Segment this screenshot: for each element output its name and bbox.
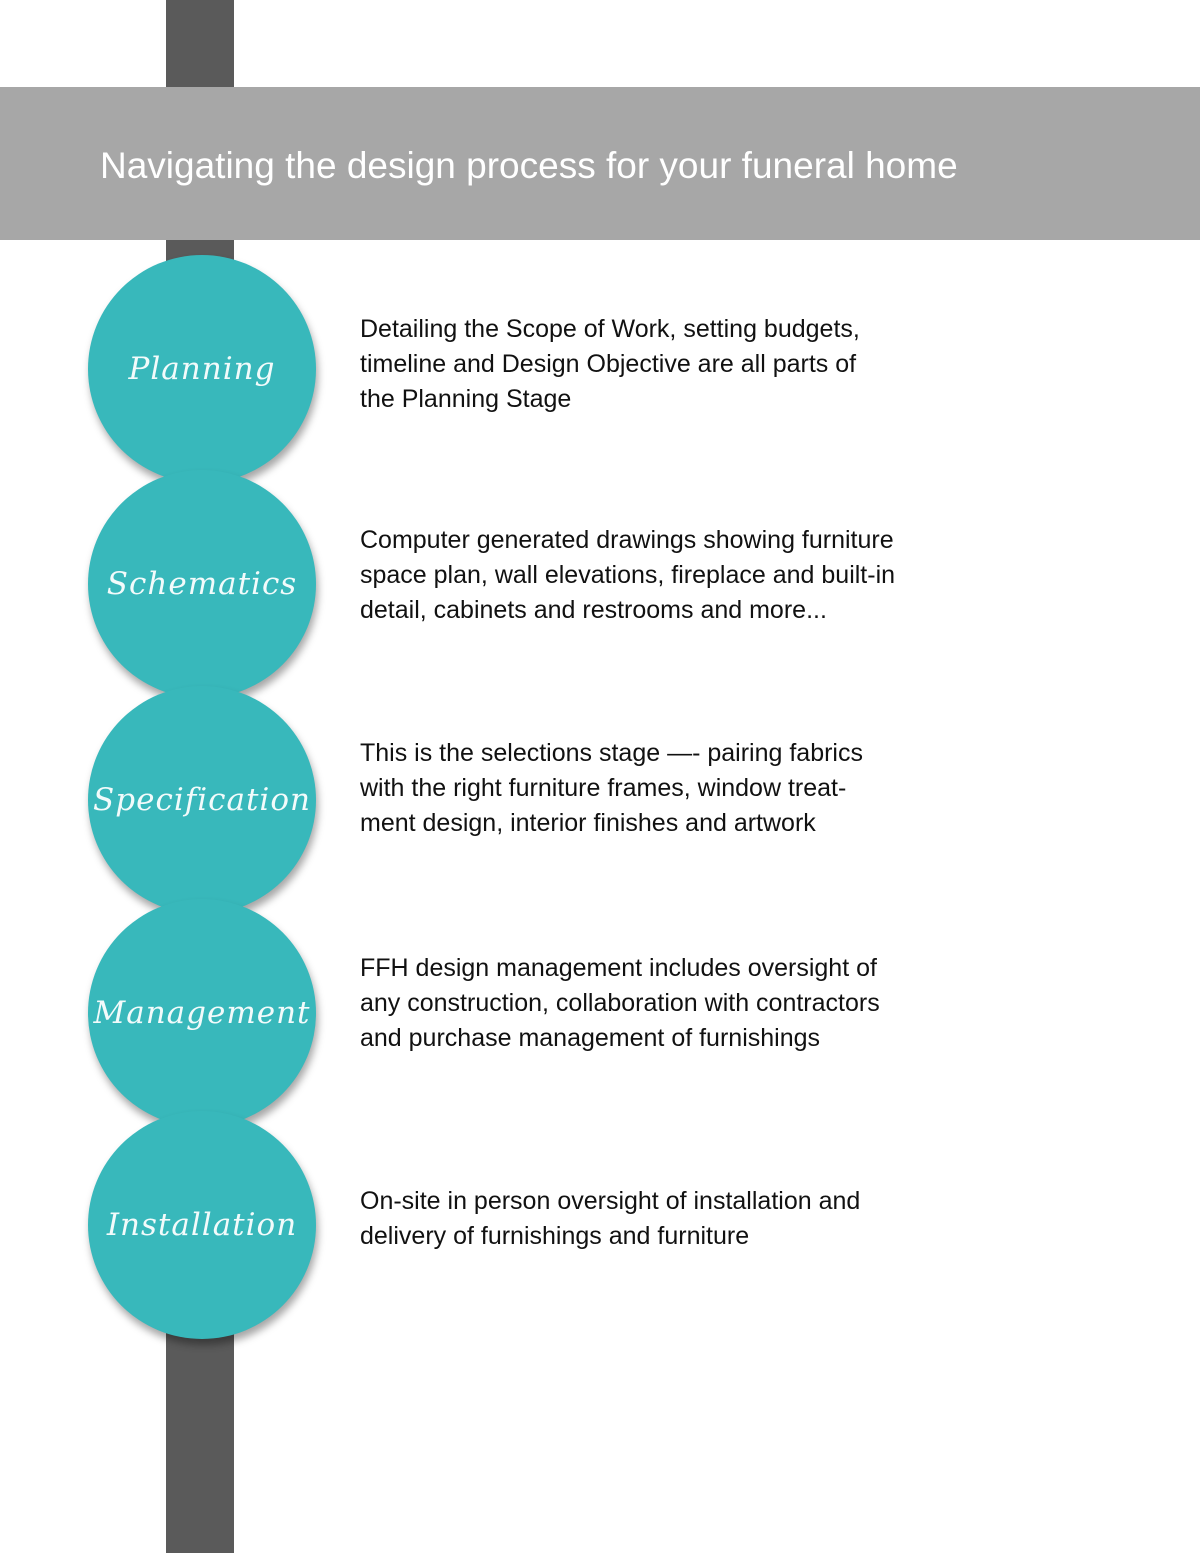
description-line: This is the selections stage —- pairing fabrics bbox=[360, 739, 863, 767]
description-line: with the right furniture frames, window treat- bbox=[360, 774, 847, 802]
description-line: timeline and Design Objective are all parts of bbox=[360, 350, 857, 378]
description-line: FFH design management includes oversight of bbox=[360, 954, 877, 982]
stage-label: Installation bbox=[106, 1207, 298, 1243]
stage-label: Specification bbox=[93, 782, 311, 818]
description-line: the Planning Stage bbox=[360, 385, 572, 413]
stage-label: Schematics bbox=[106, 566, 298, 602]
stage-circle-specification bbox=[88, 686, 316, 914]
description-line: space plan, wall elevations, fireplace and built-in bbox=[360, 561, 896, 589]
stage-description-planning bbox=[360, 312, 980, 417]
description-line: ment design, interior finishes and artwork bbox=[360, 809, 816, 837]
stage-circle-planning bbox=[88, 255, 316, 483]
stage-circle-management bbox=[88, 899, 316, 1127]
description-line: On-site in person oversight of installation and bbox=[360, 1187, 861, 1215]
description-line: any construction, collaboration with contractors bbox=[360, 989, 880, 1017]
stage-label: Management bbox=[93, 995, 311, 1031]
stage-description-specification bbox=[360, 736, 980, 841]
description-line: Detailing the Scope of Work, setting budgets, bbox=[360, 315, 860, 343]
description-line: delivery of furnishings and furniture bbox=[360, 1222, 750, 1250]
stage-circle-schematics bbox=[88, 470, 316, 698]
stage-circle-installation bbox=[88, 1111, 316, 1339]
stage-description-schematics bbox=[360, 523, 980, 628]
description-line: Computer generated drawings showing furniture bbox=[360, 526, 894, 554]
stage-description-management bbox=[360, 951, 980, 1056]
page-title: Navigating the design process for your funeral home bbox=[100, 145, 958, 186]
stage-label: Planning bbox=[128, 351, 276, 387]
description-line: detail, cabinets and restrooms and more... bbox=[360, 596, 827, 624]
stage-description-installation bbox=[360, 1184, 980, 1254]
description-line: and purchase management of furnishings bbox=[360, 1024, 821, 1052]
